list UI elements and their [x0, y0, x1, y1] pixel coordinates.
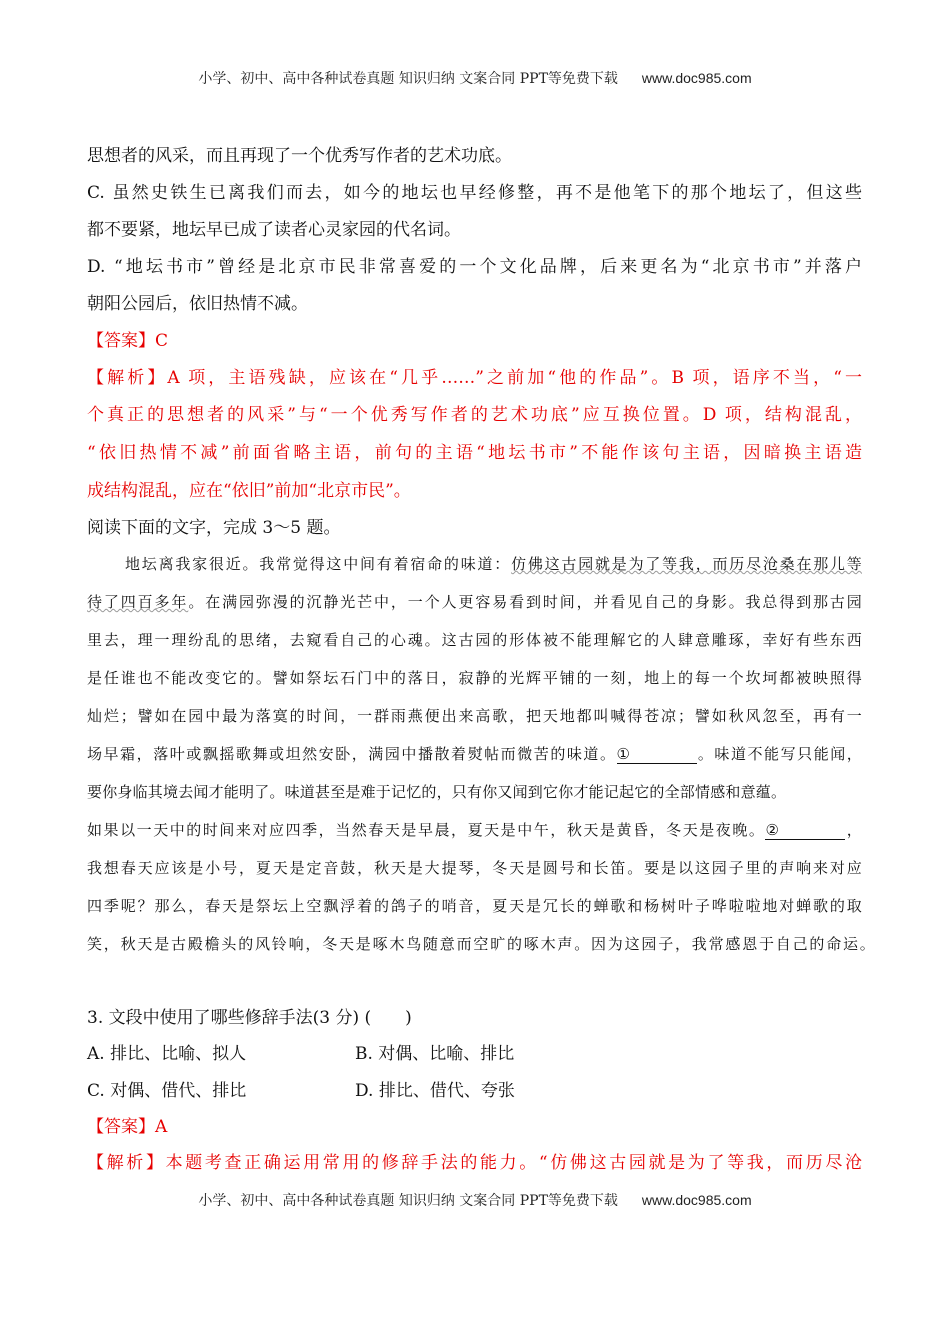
answer-value: A: [155, 1117, 168, 1137]
passage-text: ，: [845, 821, 862, 839]
passage-line: [87, 590, 862, 614]
analysis-text: A 项，主语残缺，应该在“几乎……”之前加“他的作品”。B 项，语序不当，“一: [167, 368, 863, 388]
q3-question: 3. 文段中使用了哪些修辞手法(3 分) ( ): [87, 1008, 412, 1028]
q2-analysis-line: “依旧热情不减”前面省略主语，前句的主语“地坛书市”不能作该句主语，因暗换主语造: [87, 443, 862, 463]
q2-line: 都不要紧，地坛早已成了读者心灵家园的代名词。: [87, 220, 461, 240]
header-url[interactable]: www.doc985.com: [641, 70, 752, 86]
option-b: B. 对偶、比喻、排比: [355, 1044, 515, 1064]
q2-option-c: C. 虽然史铁生已离我们而去，如今的地坛也早经修整，再不是他笔下的那个地坛了，但这些: [87, 183, 862, 203]
passage-text: 场早霜，落叶或飘摇歌舞或坦然安卧，满园中播散着熨帖而微苦的味道。: [87, 745, 617, 763]
q2-line: 朝阳公园后，依旧热情不减。: [87, 294, 308, 314]
option-c: C. 对偶、借代、排比: [87, 1081, 247, 1101]
q3-options-row: [87, 1042, 862, 1066]
q2-line: 思想者的风采，而且再现了一个优秀写作者的艺术功底。: [87, 146, 512, 166]
underlined-sentence: 仿佛这古园就是为了等我，而历尽沧桑在那儿等: [511, 555, 862, 573]
passage-text: 地坛离我家很近。我常觉得这中间有着宿命的味道：: [125, 555, 512, 573]
q3-options-row: [87, 1079, 862, 1103]
passage-line: [87, 818, 862, 842]
analysis-label: 【解析】: [87, 368, 168, 388]
q3-answer: [87, 1115, 862, 1139]
q2-analysis-line: 成结构混乱，应在“依旧”前加“北京市民”。: [87, 481, 411, 501]
analysis-label: 【解析】: [87, 1153, 166, 1173]
passage-line: [87, 742, 862, 766]
q3-analysis: [87, 1151, 862, 1175]
page-header: [0, 68, 950, 88]
passage-text: 。味道不能写只能闻，: [696, 745, 862, 763]
passage-text: 。在满园弥漫的沉静光芒中，一个人更容易看到时间，并看见自己的身影。我总得到那古园: [188, 593, 862, 611]
answer-label: 【答案】: [87, 331, 155, 351]
page-footer: [0, 1190, 950, 1210]
q2-option-d: D. “地坛书市”曾经是北京市民非常喜爱的一个文化品牌，后来更名为“北京书市”并落户: [87, 257, 862, 277]
blank-2: ②: [765, 821, 845, 840]
passage-line: 是任谁也不能改变它的。譬如祭坛石门中的落日，寂静的光辉平铺的一刻，地上的每一个坎坷都被映照得: [87, 669, 862, 687]
passage-line: [125, 552, 862, 576]
reading-intro: 阅读下面的文字，完成 3～5 题。: [87, 518, 341, 538]
analysis-text: 本题考查正确运用常用的修辞手法的能力。“仿佛这古园就是为了等我，而历尽沧: [165, 1153, 863, 1173]
passage-line: 里去，理一理纷乱的思绪，去窥看自己的心魂。这古园的形体被不能理解它的人肆意雕琢，幸好有些东西: [87, 631, 862, 649]
passage-line: 笑，秋天是古殿檐头的风铃响，冬天是啄木鸟随意而空旷的啄木声。因为这园子，我常感恩于自己的命运。: [87, 935, 875, 953]
option-d: D. 排比、借代、夸张: [355, 1081, 515, 1101]
underlined-sentence: 待了四百多年: [87, 593, 189, 611]
option-a: A. 排比、比喻、拟人: [87, 1044, 247, 1064]
q2-answer: [87, 329, 862, 353]
footer-text: 小学、初中、高中各种试卷真题 知识归纳 文案合同 PPT等免费下载: [198, 1193, 618, 1209]
header-text: 小学、初中、高中各种试卷真题 知识归纳 文案合同 PPT等免费下载: [198, 71, 618, 87]
passage-line: 要你身临其境去闻才能明了。味道甚至是难于记忆的，只有你又闻到它你才能记起它的全部情感和意蕴。: [87, 783, 787, 801]
answer-value: C: [155, 331, 169, 351]
passage-text: 如果以一天中的时间来对应四季，当然春天是早晨，夏天是中午，秋天是黄昏，冬天是夜晚。: [87, 821, 766, 839]
footer-url[interactable]: www.doc985.com: [641, 1192, 752, 1208]
q2-analysis-line: 个真正的思想者的风采”与“一个优秀写作者的艺术功底”应互换位置。D 项，结构混乱，: [87, 405, 862, 425]
passage-line: 四季呢？那么，春天是祭坛上空飘浮着的鸽子的哨音，夏天是冗长的蝉歌和杨树叶子哗啦啦地对蝉歌的取: [87, 897, 862, 915]
blank-1: ①: [617, 745, 697, 764]
answer-label: 【答案】: [87, 1117, 155, 1137]
q2-analysis: [87, 366, 862, 390]
passage-line: 灿烂；譬如在园中最为落寞的时间，一群雨燕便出来高歌，把天地都叫喊得苍凉；譬如秋风忽至，再有一: [87, 707, 862, 725]
passage-line: 我想春天应该是小号，夏天是定音鼓，秋天是大提琴，冬天是圆号和长笛。要是以这园子里的声响来对应: [87, 859, 862, 877]
